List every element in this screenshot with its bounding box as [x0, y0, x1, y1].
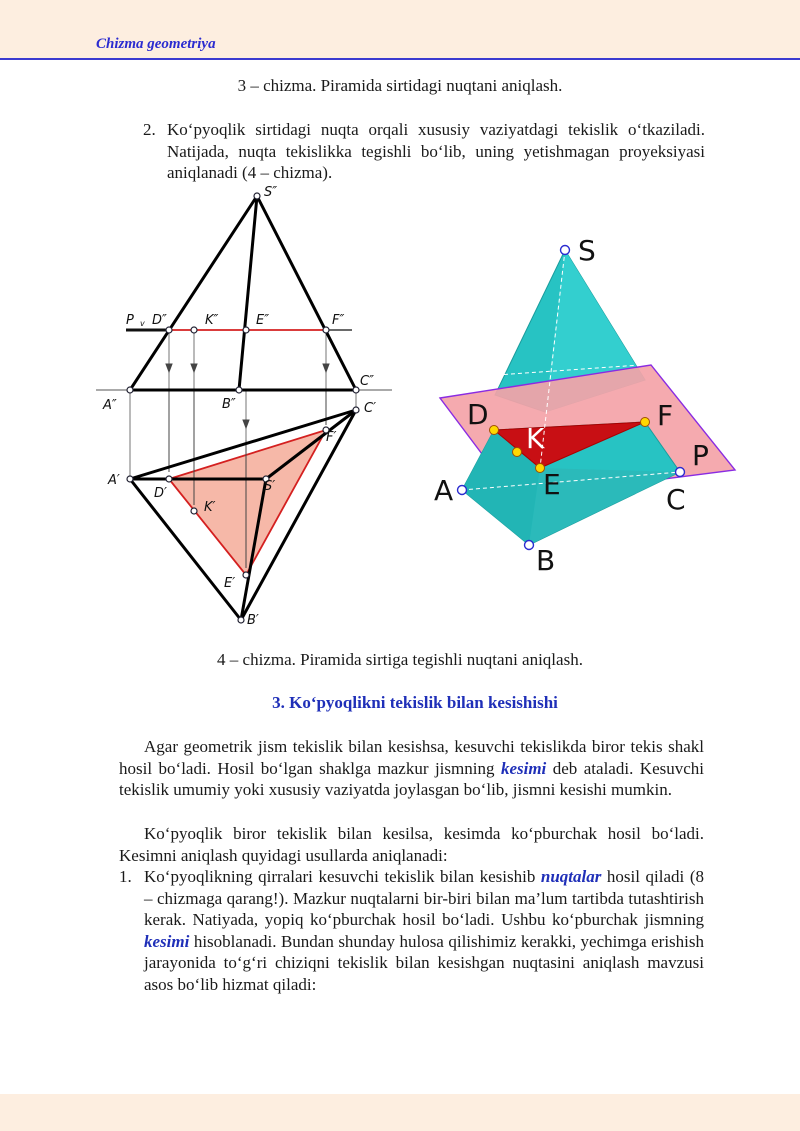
- label-e: E: [543, 468, 561, 501]
- label-b: B: [536, 544, 556, 577]
- label-pv: P: [126, 313, 134, 328]
- list-text: [144, 866, 704, 995]
- paragraph-2: Ko‘pyoqlik biror tekislik bilan kesilsa, kesimda ko‘pburchak hosil bo‘ladi. Kesimni aniqlash quyidagi usullarda aniqlanadi:: [119, 824, 704, 865]
- keyword-nuqtalar: nuqtalar: [540, 867, 602, 886]
- svg-text:v: v: [140, 319, 145, 328]
- para1-text-a: Agar geometrik jism tekislik bilan kesishsa, kesuvchi tekislikda biror tekis shakl hosil bo‘ladi. Hosil bo‘lgan shaklga mazkur jismning: [119, 737, 704, 778]
- label-c1: C′: [364, 401, 377, 416]
- label-k2: K″: [205, 313, 219, 328]
- paragraph-1: [119, 736, 704, 801]
- label-d: D: [467, 398, 489, 431]
- label-a: A: [434, 474, 454, 507]
- label-c2: C″: [360, 374, 374, 389]
- label-f2: F″: [332, 313, 345, 328]
- list-text: Ko‘pyoqlik sirtidagi nuqta orqali xususiy vaziyatdagi tekislik o‘tkaziladi. Natijada, nuqta tekislikka tegishli bo‘lib, uning yetishmagan proyeksiyasi aniqlanadi (4 – chizma).: [167, 120, 705, 182]
- label-s2: S″: [264, 185, 278, 200]
- para1-text-b: deb ataladi. Kesuvchi tekislik umumiy yoki xususiy vaziyatda joylasgan bo‘lib, jismni kesishi mumkin.: [119, 758, 704, 799]
- label-k1: K′: [204, 500, 216, 515]
- label-s: S: [578, 234, 596, 267]
- label-f1: F′: [326, 430, 337, 445]
- list-text-b: hosil qiladi (8 – chizmaga qarang!). Mazkur nuqtalarni bir-biri bilan ma’lum tartibda tutashtirish kerak. Natiyada, yopiq ko‘pburchak hosil bo‘ladi. Ushbu ko‘pburchak jismning: [144, 867, 704, 929]
- figure-4-caption: 4 – chizma. Piramida sirtiga tegishli nuqtani aniqlash.: [217, 650, 583, 669]
- figure-3-caption: 3 – chizma. Piramida sirtidagi nuqtani aniqlash.: [237, 76, 563, 95]
- figure-4-orthographic: [90, 180, 410, 635]
- list-text-c: hisoblanadi. Bundan shunday hulosa qilishimiz kerakki, yechimga erishish jarayonida to‘g‘ri chiziqni tekislik bilan kesishgan nuqtasini aniqlash mavzusi asos bo‘lib hizmat qiladi:: [144, 931, 704, 994]
- label-e2: E″: [256, 313, 270, 328]
- list-text-a: Ko‘pyoqlikning qirralari kesuvchi tekislik bilan kesishib: [144, 867, 541, 886]
- list-number: 2.: [143, 120, 156, 139]
- keyword-kesimi-2: kesimi: [144, 931, 190, 951]
- running-title: Chizma geometriya: [96, 36, 216, 52]
- label-p: P: [692, 439, 709, 472]
- figure-4-axonometric: [430, 230, 750, 580]
- section-heading: [0, 693, 800, 713]
- section-title: Ko‘pyoqlikni tekislik bilan kesishishi: [289, 693, 558, 712]
- label-a2: A″: [103, 398, 117, 413]
- list-item-2: [143, 119, 705, 185]
- label-c: C: [666, 483, 686, 516]
- list-number: 1.: [119, 867, 132, 886]
- label-b1: B′: [247, 613, 259, 628]
- label-e1: E′: [224, 576, 236, 591]
- label-b2: B″: [222, 397, 236, 412]
- keyword-kesimi: kesimi: [500, 758, 547, 778]
- label-f: F: [657, 399, 674, 432]
- section-number: 3.: [272, 693, 285, 712]
- label-d1: D′: [154, 486, 167, 501]
- list-item-1: [119, 866, 704, 996]
- label-s1: S′: [264, 479, 276, 494]
- label-a1: A′: [108, 473, 120, 488]
- label-d2: D″: [152, 313, 167, 328]
- label-k: K: [526, 422, 545, 455]
- footer-band: [0, 1094, 800, 1131]
